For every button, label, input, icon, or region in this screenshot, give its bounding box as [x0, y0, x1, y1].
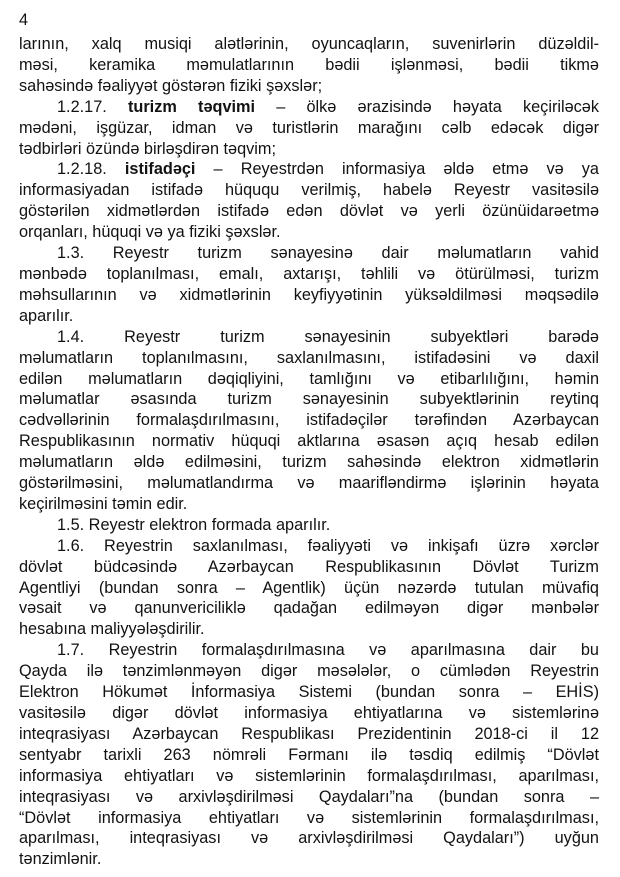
text-line: Agentliyi (bundan sonra – Agentlik) üçün nəzərdə tutulan müvafiq: [19, 578, 599, 597]
text-line: informasiya ehtiyatları və sistemlərinin formalaşdırılması, aparılması,: [19, 766, 599, 785]
body-text: – ölkə ərazisində həyata keçiriləcək: [255, 97, 599, 116]
text-line: məlumatların əldə edilməsini, turizm sahəsində elektron xidmətlərin: [19, 453, 599, 472]
body-text: 1.2.18.: [57, 160, 125, 179]
text-line: aparılır.: [19, 306, 74, 325]
text-line: 1.5. Reyestr elektron formada aparılır.: [57, 515, 331, 534]
text-line: edilən məlumatların dəqiqliyini, tamlığını və etibarlılığını, həmin: [19, 369, 599, 388]
text-line: mənbədə toplanılması, emalı, axtarışı, təhlili və ötürülməsi, turizm: [19, 264, 599, 283]
text-line: Elektron Hökumət İnformasiya Sistemi (bundan sonra – EHİS): [19, 683, 599, 702]
text-line: informasiyadan istifadə hüququ verilmiş, habelə Reyestr vasitəsilə: [19, 181, 599, 200]
text-line: Respublikasının normativ hüquqi aktlarına əsasən açıq hesab edilən: [19, 432, 599, 451]
text-line: mədəni, işgüzar, idman və turistlərin marağını cəlb edəcək digər: [19, 118, 599, 137]
text-line: inteqrasiyası Azərbaycan Respublikası Prezidentinin 2018-ci il 12: [19, 724, 599, 743]
term-bold-text: turizm təqvimi: [127, 97, 256, 116]
paragraph: [19, 34, 599, 97]
text-line: inteqrasiyası və arxivləşdirilməsi Qaydaları”na (bundan sonra –: [19, 787, 599, 806]
text-line: məhsullarının və xidmətlərinin keyfiyyətinin yüksəldilməsi məqsədilə: [19, 285, 599, 304]
text-line: [19, 97, 599, 118]
text-line: vəsait və qanunvericiliklə qadağan edilməyən digər mənbələr: [19, 599, 599, 618]
text-line: 1.4. Reyestr turizm sənayesinin subyektləri barədə: [57, 327, 599, 346]
text-line: aparılması, inteqrasiyası və arxivləşdirilməsi Qaydaları”) uyğun: [19, 829, 599, 848]
text-line: hesabına maliyyələşdirilir.: [19, 620, 205, 639]
text-line: sahəsində fəaliyyət göstərən fiziki şəxslər;: [19, 76, 323, 95]
text-line: məlumatlar əsasında turizm sənayesinin subyektlərinin reytinq: [19, 390, 599, 409]
paragraph: [19, 327, 599, 515]
text-line: məlumatların toplanılmasını, saxlanılmasını, istifadəsini və daxil: [19, 348, 599, 367]
text-line: məsi, keramika məmulatlarının bədii işlənməsi, bədii tikmə: [19, 55, 599, 74]
body-text: 1.2.17.: [57, 97, 128, 116]
text-line: larının, xalq musiqi alətlərinin, oyuncaqların, suvenirlərin düzəldil-: [19, 35, 599, 53]
text-line: cədvəllərinin formalaşdırılmasını, istifadəçilər tərəfindən Azərbaycan: [19, 411, 599, 430]
text-line: vasitəsilə digər dövlət informasiya ehtiyatlarına və sistemlərinə: [19, 704, 599, 722]
text-line: [19, 159, 599, 180]
paragraph: [19, 515, 599, 536]
text-line: tənzimlənir.: [19, 850, 102, 869]
text-line: göstərilməsini, məlumatlandırma və maarifləndirmə işlərinin həyata: [19, 474, 599, 493]
text-line: sentyabr tarixli 263 nömrəli Fərmanı ilə təsdiq edilmiş “Dövlət: [19, 745, 599, 764]
text-line: Qayda ilə tənzimlənməyən digər məsələlər, o cümlədən Reyestrin: [19, 662, 599, 681]
text-line: 1.7. Reyestrin formalaşdırılmasına və aparılmasına dair bu: [57, 641, 599, 660]
text-line: keçirilməsini təmin edir.: [19, 494, 188, 513]
text-line: 1.6. Reyestrin saxlanılması, fəaliyyəti və inkişafı üzrə xərclər: [57, 536, 599, 555]
text-line: dövlət büdcəsində Azərbaycan Respublikasının Dövlət Turizm: [19, 557, 599, 576]
text-line: göstərilən xidmətlərdən istifadə edən dövlət və yerli özünüidarəetmə: [19, 202, 599, 221]
text-line: “Dövlət informasiya ehtiyatları və sistemlərinin formalaşdırılması,: [19, 808, 599, 827]
body-text: – Reyestrdən informasiya əldə etmə və ya: [195, 160, 599, 179]
text-line: orqanları, hüquqi və ya fiziki şəxslər.: [19, 223, 281, 242]
paragraph: [19, 640, 599, 870]
text-line: 1.3. Reyestr turizm sənayesinə dair məlumatların vahid: [57, 244, 599, 263]
paragraph: [19, 536, 599, 641]
page-number: 4: [19, 11, 29, 29]
document-body: [19, 34, 599, 870]
paragraph: [19, 97, 599, 160]
paragraph: [19, 159, 599, 243]
paragraph: [19, 243, 599, 327]
term-bold-text: istifadəçi: [124, 160, 196, 179]
text-line: tədbirləri özündə birləşdirən təqvim;: [19, 139, 277, 158]
